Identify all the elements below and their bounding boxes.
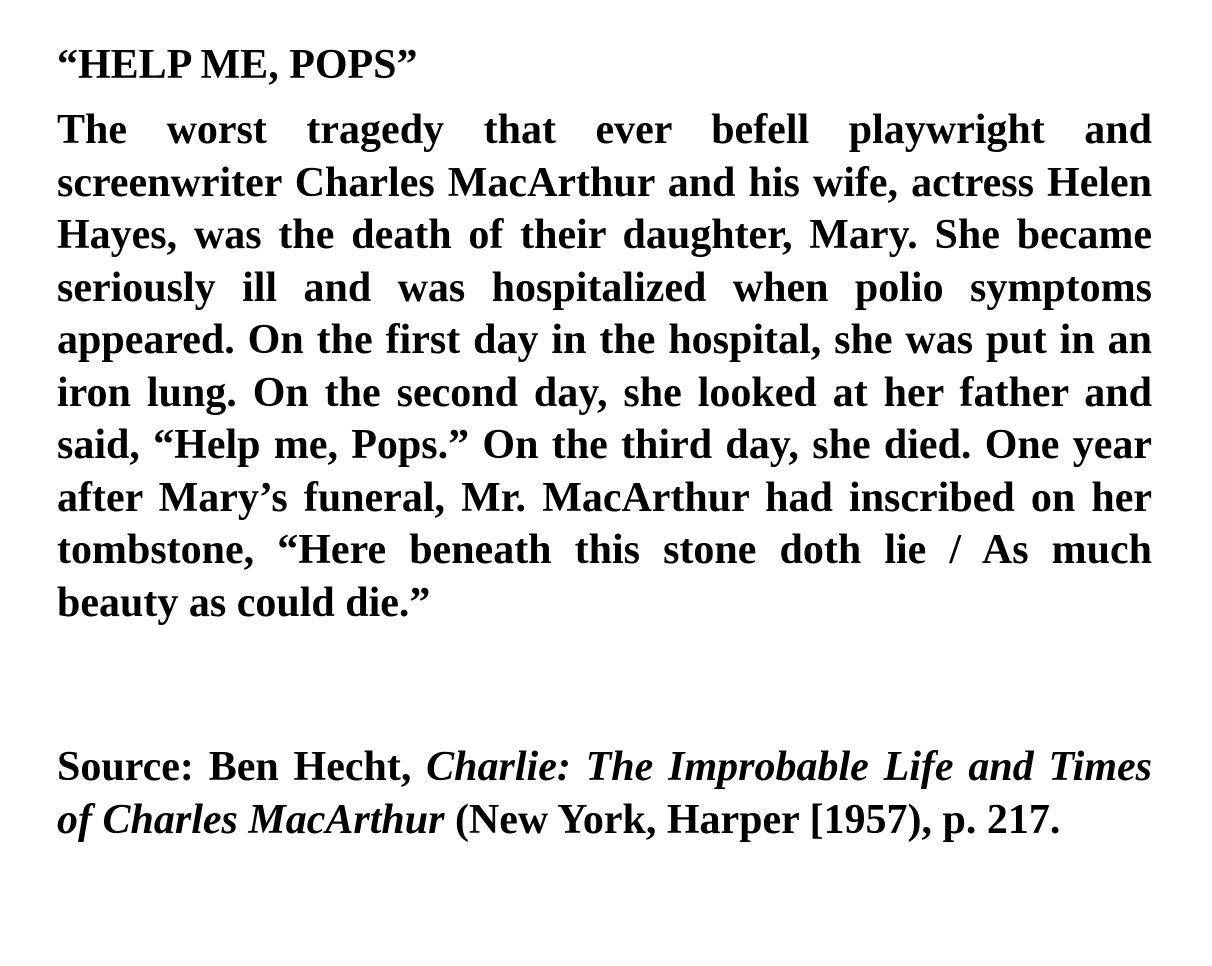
page-title: “HELP ME, POPS” (57, 42, 418, 88)
source-suffix: (New York, Harper [1957), p. 217. (444, 796, 1061, 843)
story-paragraph: The worst tragedy that ever befell playwright and screenwriter Charles MacArthur and his wife, actress Helen Hayes, was the death of their daughter, Mary. She became seriously ill and was hospitalized when polio symptoms appeared. On the first day in the hospital, she was put in an iron lung. On the second day, she looked at her father and said, “Help me, Pops.” On the third day, she died. One year after Mary’s funeral, Mr. MacArthur had inscribed on her tombstone, “Here beneath this stone doth lie / As much beauty as could die.” (57, 107, 1152, 626)
document-page (57, 40, 1152, 846)
source-prefix: Source: Ben Hecht, (57, 744, 427, 790)
source-book-title: Charlie: The Improbable Life and Times of Charles MacArthur (57, 744, 1152, 843)
source-citation (57, 741, 1152, 846)
